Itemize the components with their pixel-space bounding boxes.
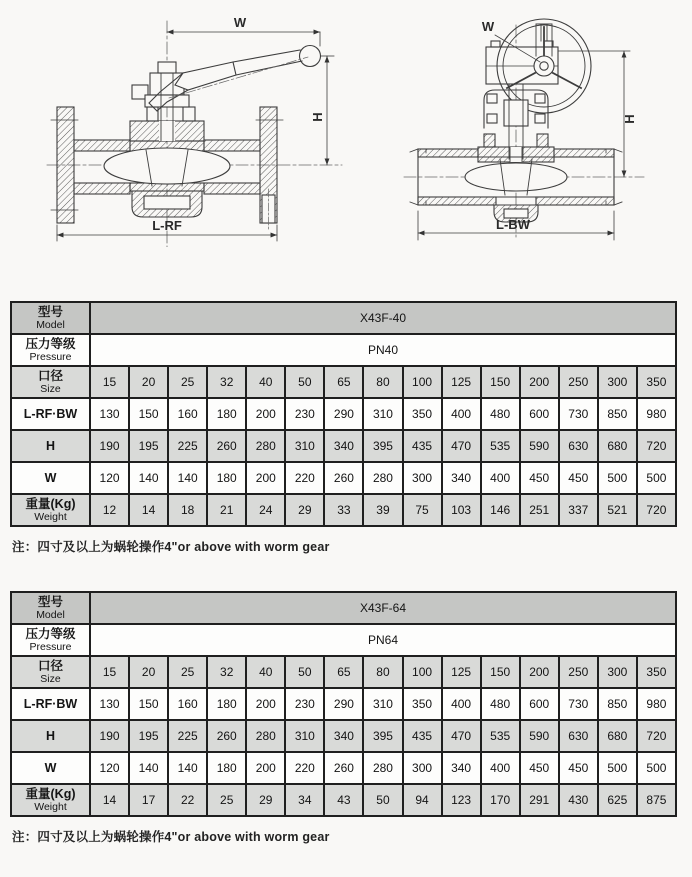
table-cell: 850 xyxy=(598,688,637,720)
dim-label-lrf: L-RF xyxy=(152,218,182,233)
table-cell: 190 xyxy=(90,430,129,462)
row-header-en: Size xyxy=(40,672,61,685)
table-cell: 280 xyxy=(363,752,402,784)
table-cell: 470 xyxy=(442,720,481,752)
table-cell: 630 xyxy=(559,720,598,752)
table-cell: 350 xyxy=(637,656,676,688)
row-header xyxy=(11,494,90,526)
row-header-cn: 型号 xyxy=(37,594,63,609)
table-cell: 120 xyxy=(90,462,129,494)
table-cell: 50 xyxy=(363,784,402,816)
table-cell: 250 xyxy=(559,366,598,398)
table-cell: 590 xyxy=(520,720,559,752)
table-cell: 720 xyxy=(637,430,676,462)
table-cell: 395 xyxy=(363,430,402,462)
table-note: 注：四寸及以上为蜗轮操作4"or above with worm gear xyxy=(12,830,330,844)
row-header xyxy=(11,624,90,656)
table-row xyxy=(11,430,676,462)
valve-drawing-flanged xyxy=(42,14,345,247)
table-cell: 22 xyxy=(168,784,207,816)
row-header xyxy=(11,656,90,688)
row-header-en: Model xyxy=(36,608,65,621)
row-header xyxy=(11,592,90,624)
pressure-value: PN40 xyxy=(90,334,676,366)
table-cell: 260 xyxy=(324,462,363,494)
table-cell: 125 xyxy=(442,656,481,688)
table-cell: 180 xyxy=(207,398,246,430)
table-cell: 850 xyxy=(598,398,637,430)
table-cell: 250 xyxy=(559,656,598,688)
table-row xyxy=(11,624,676,656)
row-header-en: Weight xyxy=(34,510,67,523)
table-cell: 43 xyxy=(324,784,363,816)
table-cell: 120 xyxy=(90,752,129,784)
row-header-cn: W xyxy=(44,470,57,485)
table-cell: 600 xyxy=(520,688,559,720)
row-header xyxy=(11,334,90,366)
row-header-cn: H xyxy=(45,728,56,743)
row-header xyxy=(11,720,90,752)
table-cell: 260 xyxy=(207,720,246,752)
table-cell: 32 xyxy=(207,366,246,398)
table-cell: 310 xyxy=(285,430,324,462)
row-header-cn: L-RF·BW xyxy=(23,696,78,711)
row-header-en: Pressure xyxy=(29,350,72,363)
spec-table-x43f-40 xyxy=(10,301,677,527)
row-header-en: Size xyxy=(40,382,61,395)
table-cell: 146 xyxy=(481,494,520,526)
table-cell: 18 xyxy=(168,494,207,526)
table-cell: 535 xyxy=(481,430,520,462)
table-cell: 25 xyxy=(168,656,207,688)
table-cell: 230 xyxy=(285,688,324,720)
table-cell: 40 xyxy=(246,366,285,398)
table-cell: 435 xyxy=(403,430,442,462)
row-header-cn: 型号 xyxy=(37,304,63,319)
table-cell: 34 xyxy=(285,784,324,816)
row-header-cn: 口径 xyxy=(37,658,63,673)
table-cell: 50 xyxy=(285,366,324,398)
table-cell: 200 xyxy=(246,752,285,784)
row-header xyxy=(11,752,90,784)
table-cell: 150 xyxy=(129,398,168,430)
table-cell: 24 xyxy=(246,494,285,526)
table-cell: 480 xyxy=(481,688,520,720)
table-cell: 280 xyxy=(246,720,285,752)
table-cell: 251 xyxy=(520,494,559,526)
row-header-en: Model xyxy=(36,318,65,331)
table-cell: 15 xyxy=(90,656,129,688)
table-cell: 75 xyxy=(403,494,442,526)
table-cell: 100 xyxy=(403,656,442,688)
table-cell: 125 xyxy=(442,366,481,398)
table-cell: 180 xyxy=(207,688,246,720)
table-cell: 180 xyxy=(207,752,246,784)
row-header xyxy=(11,398,90,430)
table-cell: 190 xyxy=(90,720,129,752)
table-cell: 80 xyxy=(363,656,402,688)
table-cell: 625 xyxy=(598,784,637,816)
row-header-cn: H xyxy=(45,438,56,453)
table-cell: 200 xyxy=(246,688,285,720)
table-cell: 730 xyxy=(559,688,598,720)
table-cell: 395 xyxy=(363,720,402,752)
table-cell: 195 xyxy=(129,720,168,752)
table-cell: 450 xyxy=(520,462,559,494)
table-cell: 350 xyxy=(403,688,442,720)
dim-label-w: W xyxy=(233,15,247,30)
row-header xyxy=(11,366,90,398)
table-cell: 50 xyxy=(285,656,324,688)
table-cell: 340 xyxy=(324,720,363,752)
table-cell: 875 xyxy=(637,784,676,816)
table-row xyxy=(11,592,676,624)
table-cell: 630 xyxy=(559,430,598,462)
table-cell: 12 xyxy=(90,494,129,526)
table-cell: 450 xyxy=(559,462,598,494)
table-cell: 600 xyxy=(520,398,559,430)
model-value: X43F-40 xyxy=(90,302,676,334)
table-note: 注：四寸及以上为蜗轮操作4"or above with worm gear xyxy=(12,540,330,554)
table-row xyxy=(11,720,676,752)
table-cell: 32 xyxy=(207,656,246,688)
table-cell: 200 xyxy=(520,366,559,398)
row-header xyxy=(11,302,90,334)
table-cell: 130 xyxy=(90,398,129,430)
row-header-cn: W xyxy=(44,760,57,775)
table-cell: 310 xyxy=(363,688,402,720)
model-value: X43F-64 xyxy=(90,592,676,624)
table-cell: 150 xyxy=(481,656,520,688)
table-cell: 300 xyxy=(403,462,442,494)
table-cell: 480 xyxy=(481,398,520,430)
table-cell: 150 xyxy=(129,688,168,720)
dim-label-h: H xyxy=(310,112,325,122)
spec-section-x43f-64 xyxy=(0,591,692,845)
table-cell: 180 xyxy=(207,462,246,494)
table-cell: 94 xyxy=(403,784,442,816)
table-cell: 25 xyxy=(207,784,246,816)
table-cell: 225 xyxy=(168,430,207,462)
table-cell: 20 xyxy=(129,366,168,398)
table-cell: 20 xyxy=(129,656,168,688)
table-cell: 400 xyxy=(442,688,481,720)
table-row xyxy=(11,398,676,430)
table-cell: 65 xyxy=(324,366,363,398)
table-cell: 230 xyxy=(285,398,324,430)
table-cell: 290 xyxy=(324,688,363,720)
table-cell: 450 xyxy=(520,752,559,784)
table-cell: 310 xyxy=(363,398,402,430)
table-cell: 980 xyxy=(637,398,676,430)
table-cell: 33 xyxy=(324,494,363,526)
table-cell: 310 xyxy=(285,720,324,752)
table-cell: 130 xyxy=(90,688,129,720)
table-cell: 300 xyxy=(598,656,637,688)
table-cell: 17 xyxy=(129,784,168,816)
table-cell: 500 xyxy=(598,752,637,784)
table-cell: 65 xyxy=(324,656,363,688)
table-cell: 720 xyxy=(637,720,676,752)
row-header-en: Pressure xyxy=(29,640,72,653)
table-cell: 140 xyxy=(168,752,207,784)
table-cell: 500 xyxy=(598,462,637,494)
table-cell: 200 xyxy=(246,398,285,430)
table-cell: 350 xyxy=(637,366,676,398)
dim-label-h: H xyxy=(622,114,637,124)
row-header-cn: 压力等级 xyxy=(25,626,76,641)
table-cell: 350 xyxy=(403,398,442,430)
table-cell: 100 xyxy=(403,366,442,398)
table-cell: 21 xyxy=(207,494,246,526)
table-cell: 170 xyxy=(481,784,520,816)
table-cell: 260 xyxy=(207,430,246,462)
table-row xyxy=(11,366,676,398)
table-cell: 450 xyxy=(559,752,598,784)
table-cell: 80 xyxy=(363,366,402,398)
table-cell: 430 xyxy=(559,784,598,816)
table-cell: 200 xyxy=(520,656,559,688)
technical-drawings xyxy=(0,0,692,301)
table-cell: 435 xyxy=(403,720,442,752)
pressure-value: PN64 xyxy=(90,624,676,656)
row-header xyxy=(11,784,90,816)
table-cell: 680 xyxy=(598,430,637,462)
table-cell: 535 xyxy=(481,720,520,752)
table-row xyxy=(11,656,676,688)
table-row xyxy=(11,334,676,366)
table-cell: 340 xyxy=(442,752,481,784)
table-cell: 280 xyxy=(363,462,402,494)
spec-table-x43f-64 xyxy=(10,591,677,817)
spec-section-x43f-40 xyxy=(0,301,692,555)
table-row xyxy=(11,462,676,494)
table-cell: 521 xyxy=(598,494,637,526)
table-cell: 103 xyxy=(442,494,481,526)
table-cell: 980 xyxy=(637,688,676,720)
table-cell: 300 xyxy=(403,752,442,784)
table-cell: 25 xyxy=(168,366,207,398)
table-cell: 340 xyxy=(324,430,363,462)
table-cell: 680 xyxy=(598,720,637,752)
table-cell: 500 xyxy=(637,462,676,494)
table-cell: 29 xyxy=(285,494,324,526)
table-cell: 39 xyxy=(363,494,402,526)
table-row xyxy=(11,494,676,526)
table-cell: 14 xyxy=(129,494,168,526)
table-cell: 280 xyxy=(246,430,285,462)
row-header-cn: L-RF·BW xyxy=(23,406,78,421)
table-cell: 720 xyxy=(637,494,676,526)
row-header-cn: 重量(Kg) xyxy=(25,496,76,511)
table-cell: 14 xyxy=(90,784,129,816)
table-cell: 300 xyxy=(598,366,637,398)
table-cell: 337 xyxy=(559,494,598,526)
table-cell: 470 xyxy=(442,430,481,462)
table-cell: 140 xyxy=(129,462,168,494)
table-cell: 220 xyxy=(285,462,324,494)
table-cell: 160 xyxy=(168,688,207,720)
table-cell: 140 xyxy=(129,752,168,784)
table-cell: 590 xyxy=(520,430,559,462)
dim-label-w: W xyxy=(481,19,495,34)
table-cell: 220 xyxy=(285,752,324,784)
table-cell: 290 xyxy=(324,398,363,430)
table-row xyxy=(11,688,676,720)
table-cell: 260 xyxy=(324,752,363,784)
dim-label-lbw: L-BW xyxy=(496,217,530,232)
table-cell: 160 xyxy=(168,398,207,430)
row-header-cn: 重量(Kg) xyxy=(25,786,76,801)
table-cell: 29 xyxy=(246,784,285,816)
table-cell: 400 xyxy=(442,398,481,430)
table-cell: 400 xyxy=(481,752,520,784)
table-row xyxy=(11,302,676,334)
row-header-en: Weight xyxy=(34,800,67,813)
table-row xyxy=(11,752,676,784)
row-header xyxy=(11,462,90,494)
valve-drawing-buttweld xyxy=(398,13,650,247)
table-cell: 291 xyxy=(520,784,559,816)
row-header-cn: 口径 xyxy=(37,368,63,383)
table-cell: 123 xyxy=(442,784,481,816)
table-cell: 150 xyxy=(481,366,520,398)
row-header xyxy=(11,430,90,462)
table-cell: 200 xyxy=(246,462,285,494)
table-cell: 500 xyxy=(637,752,676,784)
row-header xyxy=(11,688,90,720)
table-cell: 40 xyxy=(246,656,285,688)
table-cell: 195 xyxy=(129,430,168,462)
table-row xyxy=(11,784,676,816)
table-cell: 730 xyxy=(559,398,598,430)
row-header-cn: 压力等级 xyxy=(25,336,76,351)
table-cell: 140 xyxy=(168,462,207,494)
table-cell: 400 xyxy=(481,462,520,494)
table-cell: 15 xyxy=(90,366,129,398)
table-cell: 225 xyxy=(168,720,207,752)
table-cell: 340 xyxy=(442,462,481,494)
